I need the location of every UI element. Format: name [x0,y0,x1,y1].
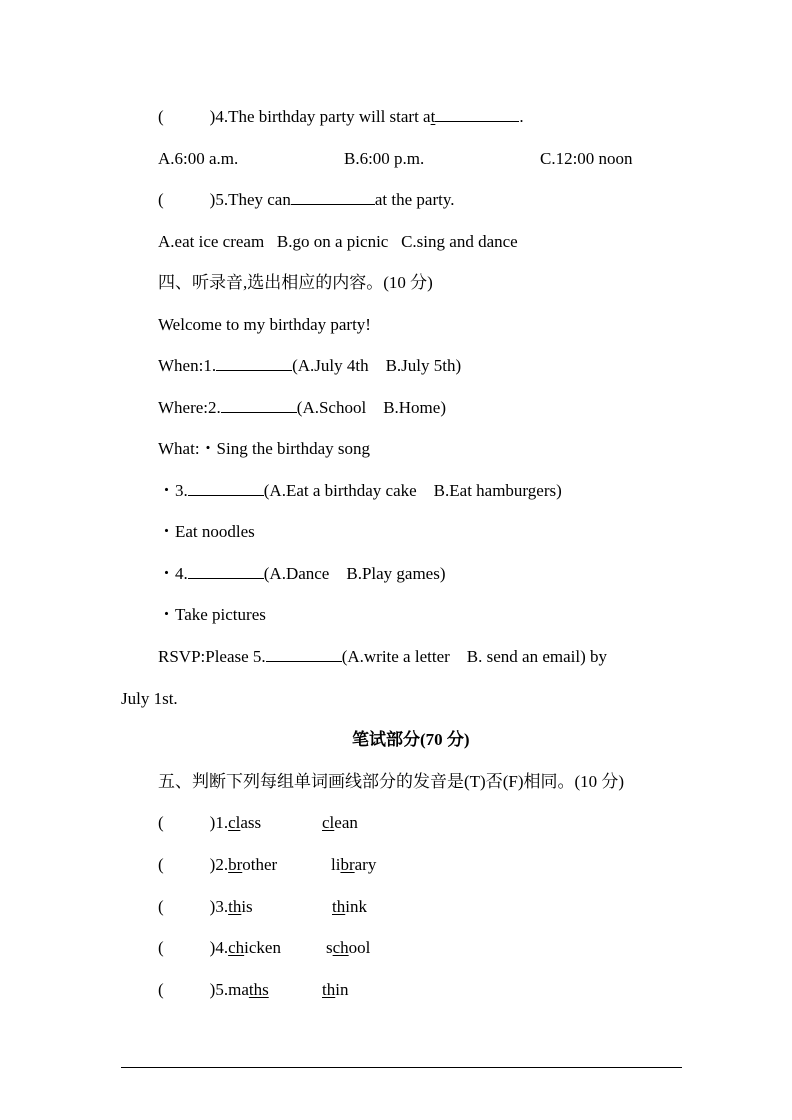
word-1-underlined: ths [248,980,269,999]
section-5-heading: 五、判断下列每组单词画线部分的发音是(T)否(F)相同。(10 分) [158,772,625,791]
list-item: ( )2.brother [158,855,278,874]
item-number: )3. [209,897,229,916]
word-2-prefix: li [331,855,341,874]
rsvp-label: RSVP:Please 5. [158,647,266,666]
invitation-item-3 [158,480,562,502]
word-1-suffix: is [241,897,253,916]
item-number: )2. [209,855,229,874]
list-item-word-2 [322,979,348,1001]
answer-paren: ( [158,107,164,126]
question-4-t: t [430,107,436,126]
where-options: (A.School B.Home) [296,398,446,417]
list-item-word-2 [326,937,370,959]
item-4-label: ・4. [158,564,188,583]
footer-rule [121,1067,682,1068]
list-item: ( )3.this [158,897,253,916]
invitation-noodles: ・Eat noodles [158,522,255,541]
word-1-underlined: ch [228,938,245,957]
invitation-where [158,397,446,419]
question-5-end: at the party. [374,190,455,209]
word-1-suffix: icken [244,938,281,957]
word-2-suffix: ean [334,813,358,832]
invitation-what: What:・Sing the birthday song [158,439,371,458]
invitation-rsvp-continued: July 1st. [121,689,178,708]
where-label: Where:2. [158,398,221,417]
invitation-pictures: ・Take pictures [158,605,266,624]
item-number: )1. [209,813,229,832]
invitation-when [158,355,461,377]
answer-paren: ( [158,190,164,209]
word-2-underlined: th [332,897,346,916]
answer-blank [221,397,297,413]
list-item-word-2 [322,812,358,834]
list-item: ( )5.maths [158,980,269,999]
question-4-option-b: B.6:00 p.m. [344,149,425,168]
list-item: ( )1.class [158,813,262,832]
word-1-underlined: br [228,855,243,874]
question-5-text: )5.They can [209,190,291,209]
word-1-underlined: th [228,897,242,916]
word-2-suffix: ool [348,938,371,957]
question-4 [158,106,524,128]
word-2-prefix: s [326,938,333,957]
item-3-options: (A.Eat a birthday cake B.Eat hamburgers) [263,481,562,500]
word-1-suffix: other [242,855,278,874]
invitation-item-4 [158,563,446,585]
invitation-welcome: Welcome to my birthday party! [158,315,371,334]
answer-blank [188,563,264,579]
item-number: )4. [209,938,229,957]
word-1-prefix: ma [228,980,249,999]
written-section-title: 笔试部分(70 分) [352,730,470,749]
question-4-option-a: A.6:00 a.m. [158,149,239,168]
word-1-suffix: ass [240,813,262,832]
question-5-options: A.eat ice cream B.go on a picnic C.sing and dance [158,232,518,251]
question-4-end: . [519,107,524,126]
word-2-underlined: cl [322,813,335,832]
list-item-word-2 [331,854,376,876]
word-2-suffix: ink [345,897,367,916]
section-4-heading: 四、听录音,选出相应的内容。(10 分) [158,273,433,292]
question-5 [158,189,454,211]
item-3-label: ・3. [158,481,188,500]
question-4-text: )4.The birthday party will start a [209,107,431,126]
word-2-suffix: ary [354,855,377,874]
word-2-underlined: ch [332,938,349,957]
when-label: When:1. [158,356,217,375]
list-item-word-2 [332,896,367,918]
answer-blank [291,189,375,205]
question-4-option-c: C.12:00 noon [540,149,633,168]
word-2-suffix: in [335,980,349,999]
answer-blank [216,355,292,371]
list-item: ( )4.chicken [158,938,281,957]
answer-blank [188,480,264,496]
answer-blank [435,106,519,122]
item-number: )5. [209,980,229,999]
word-1-underlined: cl [228,813,241,832]
answer-blank [266,646,342,662]
rsvp-options: (A.write a letter B. send an email) by [341,647,607,666]
word-2-underlined: th [322,980,336,999]
invitation-rsvp [158,646,607,668]
item-4-options: (A.Dance B.Play games) [263,564,446,583]
word-2-underlined: br [340,855,355,874]
when-options: (A.July 4th B.July 5th) [292,356,462,375]
